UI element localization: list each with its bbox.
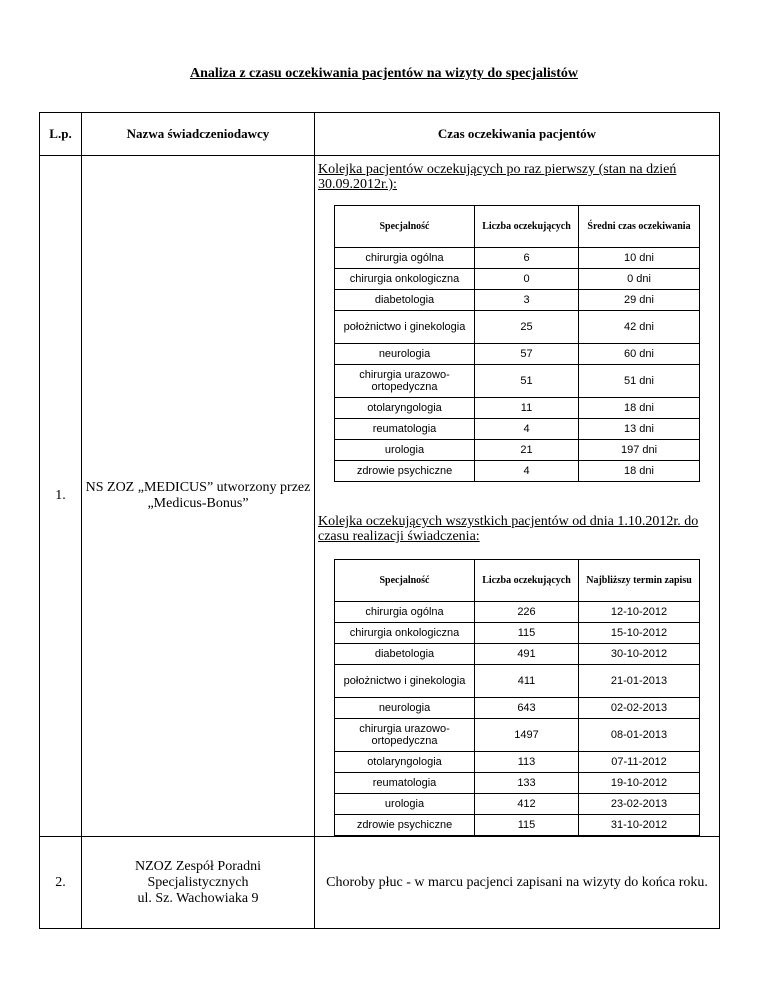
all-patients-table <box>334 559 700 836</box>
count-cell: 115 <box>475 815 579 836</box>
first-visit-table <box>334 205 700 482</box>
specialty-cell: chirurgia urazowo-ortopedyczna <box>335 365 475 398</box>
specialty-cell: reumatologia <box>335 773 475 794</box>
value-cell: 197 dni <box>579 440 700 461</box>
specialty-cell: urologia <box>335 440 475 461</box>
specialty-cell: chirurgia ogólna <box>335 248 475 269</box>
table-row <box>335 290 700 311</box>
specialty-cell: otolaryngologia <box>335 752 475 773</box>
count-cell: 21 <box>475 440 579 461</box>
col-avg-time: Średni czas oczekiwania <box>579 206 700 248</box>
count-cell: 133 <box>475 773 579 794</box>
table-row <box>40 156 720 837</box>
value-cell: 42 dni <box>579 311 700 344</box>
row-number: 2. <box>40 837 82 929</box>
value-cell: 31-10-2012 <box>579 815 700 836</box>
table-row <box>335 815 700 836</box>
count-cell: 115 <box>475 623 579 644</box>
value-cell: 60 dni <box>579 344 700 365</box>
specialty-cell: zdrowie psychiczne <box>335 815 475 836</box>
value-cell: 08-01-2013 <box>579 719 700 752</box>
count-cell: 51 <box>475 365 579 398</box>
provider-name <box>82 837 315 929</box>
value-cell: 0 dni <box>579 269 700 290</box>
value-cell: 51 dni <box>579 365 700 398</box>
provider-line: NZOZ Zespół Poradni <box>135 858 261 874</box>
section-title-all-patients: Kolejka oczekujących wszystkich pacjentów od dnia 1.10.2012r. do czasu realizacji świadczenia: <box>318 514 699 544</box>
value-cell: 29 dni <box>579 290 700 311</box>
table-row <box>335 719 700 752</box>
table-row <box>335 698 700 719</box>
count-cell: 643 <box>475 698 579 719</box>
header-lp: L.p. <box>40 113 82 156</box>
table-row <box>335 419 700 440</box>
header-row <box>40 113 720 156</box>
count-cell: 411 <box>475 665 579 698</box>
table-row <box>335 461 700 482</box>
table-row <box>335 248 700 269</box>
value-cell: 23-02-2013 <box>579 794 700 815</box>
count-cell: 11 <box>475 398 579 419</box>
provider-line: ul. Sz. Wachowiaka 9 <box>137 890 259 906</box>
count-cell: 4 <box>475 419 579 440</box>
sub-header-row <box>335 560 700 602</box>
table-row <box>335 665 700 698</box>
table-row <box>335 344 700 365</box>
value-cell: 21-01-2013 <box>579 665 700 698</box>
row-number: 1. <box>40 156 82 837</box>
col-next-date: Najbliższy termin zapisu <box>579 560 700 602</box>
table-row <box>335 398 700 419</box>
count-cell: 4 <box>475 461 579 482</box>
col-specialty: Specjalność <box>335 560 475 602</box>
header-waiting-time: Czas oczekiwania pacjentów <box>315 113 720 156</box>
col-waiting-count: Liczba oczekujących <box>475 560 579 602</box>
table-row <box>335 644 700 665</box>
value-cell: 19-10-2012 <box>579 773 700 794</box>
specialty-cell: chirurgia ogólna <box>335 602 475 623</box>
table-row <box>335 311 700 344</box>
count-cell: 226 <box>475 602 579 623</box>
value-cell: 30-10-2012 <box>579 644 700 665</box>
provider-line: Specjalistycznych <box>147 874 249 890</box>
specialty-cell: diabetologia <box>335 644 475 665</box>
value-cell: 18 dni <box>579 398 700 419</box>
specialty-cell: otolaryngologia <box>335 398 475 419</box>
count-cell: 6 <box>475 248 579 269</box>
table-row <box>335 623 700 644</box>
specialty-cell: neurologia <box>335 344 475 365</box>
waiting-time-cell <box>315 156 720 837</box>
value-cell: 15-10-2012 <box>579 623 700 644</box>
specialty-cell: neurologia <box>335 698 475 719</box>
specialty-cell: diabetologia <box>335 290 475 311</box>
specialty-cell: urologia <box>335 794 475 815</box>
table-row <box>335 752 700 773</box>
table-row <box>335 794 700 815</box>
count-cell: 57 <box>475 344 579 365</box>
specialty-cell: chirurgia onkologiczna <box>335 623 475 644</box>
table-row <box>335 440 700 461</box>
specialty-cell: chirurgia onkologiczna <box>335 269 475 290</box>
table-row <box>335 602 700 623</box>
count-cell: 113 <box>475 752 579 773</box>
table-row <box>335 269 700 290</box>
document-title: Analiza z czasu oczekiwania pacjentów na wizyty do specjalistów <box>189 66 579 81</box>
specialty-cell: reumatologia <box>335 419 475 440</box>
count-cell: 3 <box>475 290 579 311</box>
section-title-first-visit: Kolejka pacjentów oczekujących po raz pierwszy (stan na dzień 30.09.2012r.): <box>318 162 677 192</box>
waiting-time-table <box>39 112 720 929</box>
count-cell: 25 <box>475 311 579 344</box>
specialty-cell: chirurgia urazowo-ortopedyczna <box>335 719 475 752</box>
value-cell: 02-02-2013 <box>579 698 700 719</box>
value-cell: 07-11-2012 <box>579 752 700 773</box>
count-cell: 0 <box>475 269 579 290</box>
provider-name: NS ZOZ „MEDICUS” utworzony przez „Medicus-Bonus” <box>82 156 315 837</box>
value-cell: 10 dni <box>579 248 700 269</box>
table-row <box>335 365 700 398</box>
table-row <box>40 837 720 929</box>
count-cell: 412 <box>475 794 579 815</box>
col-specialty: Specjalność <box>335 206 475 248</box>
value-cell: 12-10-2012 <box>579 602 700 623</box>
specialty-cell: położnictwo i ginekologia <box>335 311 475 344</box>
value-cell: 18 dni <box>579 461 700 482</box>
table-row <box>335 773 700 794</box>
specialty-cell: położnictwo i ginekologia <box>335 665 475 698</box>
count-cell: 491 <box>475 644 579 665</box>
count-cell: 1497 <box>475 719 579 752</box>
specialty-cell: zdrowie psychiczne <box>335 461 475 482</box>
col-waiting-count: Liczba oczekujących <box>475 206 579 248</box>
note-text: Choroby płuc - w marcu pacjenci zapisani na wizyty do końca roku. <box>315 837 720 929</box>
header-provider: Nazwa świadczeniodawcy <box>82 113 315 156</box>
sub-header-row <box>335 206 700 248</box>
value-cell: 13 dni <box>579 419 700 440</box>
